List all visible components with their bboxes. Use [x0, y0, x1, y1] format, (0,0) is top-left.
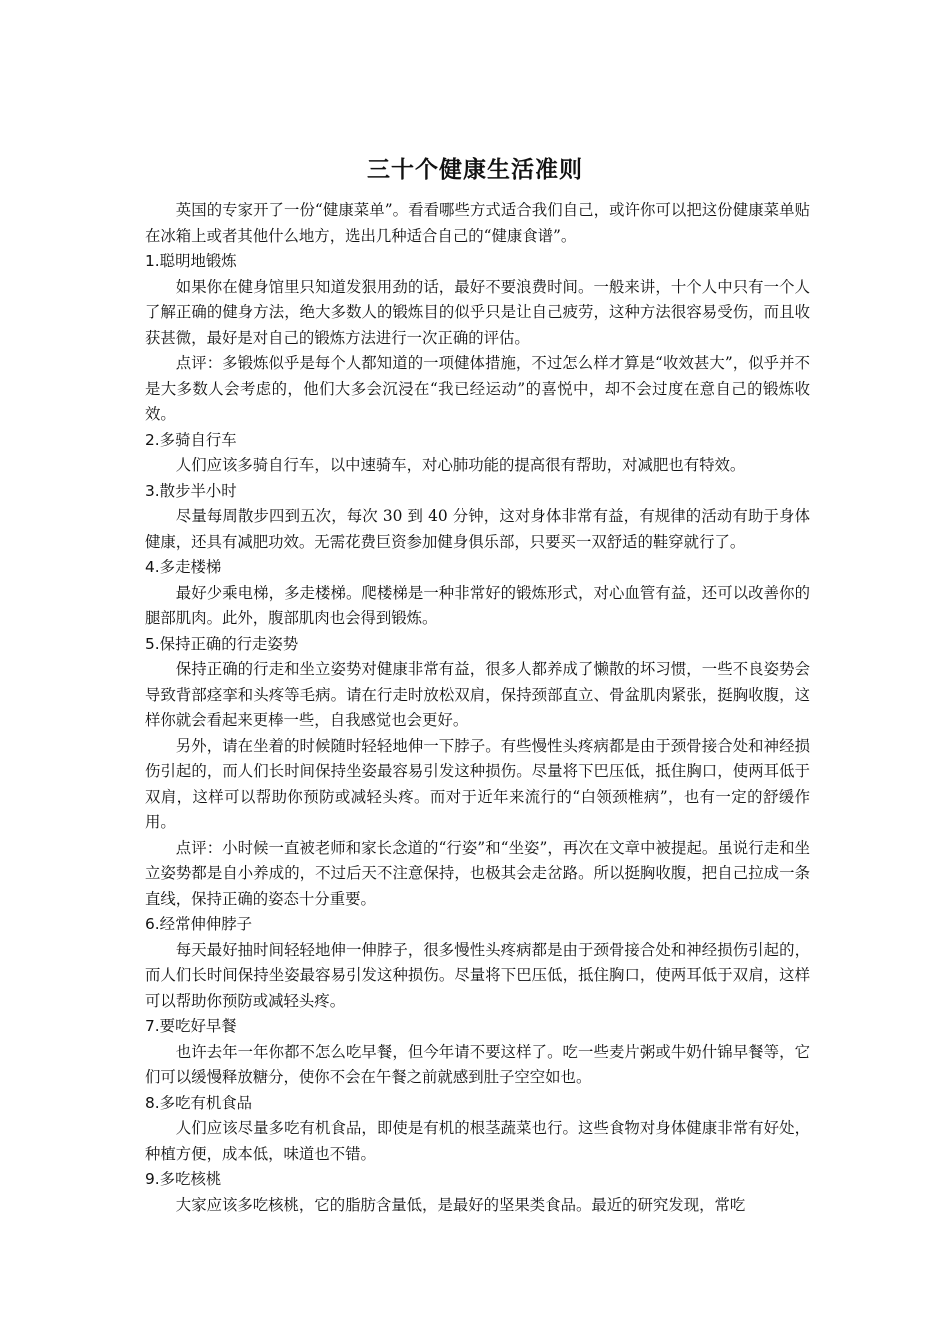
body-paragraph: 尽量每周散步四到五次，每次 30 到 40 分钟，这对身体非常有益，有规律的活动有助于身体健康，还具有减肥功效。无需花费巨资参加健身俱乐部，只要买一双舒适的鞋穿就行了。 [145, 507, 810, 551]
section-heading: 9.多吃核桃 [145, 1170, 222, 1188]
body-paragraph: 保持正确的行走和坐立姿势对健康非常有益，很多人都养成了懒散的坏习惯，一些不良姿势会导致背部痉挛和头疼等毛病。请在行走时放松双肩，保持颈部直立、骨盆肌肉紧张，挺胸收腹，这样你就会看起来更棒一些，自我感觉也会更好。 [145, 660, 810, 729]
body-paragraph: 如果你在健身馆里只知道发狠用劲的话，最好不要浪费时间。一般来讲，十个人中只有一个人了解正确的健身方法，绝大多数人的锻炼目的似乎只是让自己疲劳，这种方法很容易受伤，而且收获甚微，最好是对自己的锻炼方法进行一次正确的评估。 [145, 277, 810, 347]
section-heading: 4.多走楼梯 [145, 558, 222, 576]
section-heading: 7.要吃好早餐 [145, 1017, 237, 1035]
comment-paragraph: 点评：多锻炼似乎是每个人都知道的一项健体措施，不过怎么样才算是“收效甚大”，似乎并不是大多数人会考虑的，他们大多会沉浸在“我已经运动”的喜悦中，却不会过度在意自己的锻炼收效。 [145, 354, 810, 423]
section-heading: 2.多骑自行车 [145, 430, 237, 449]
section-heading: 8.多吃有机食品 [145, 1093, 253, 1112]
body-paragraph: 大家应该多吃核桃，它的脂肪含量低，是最好的坚果类食品。最近的研究发现，常吃 [175, 1195, 746, 1214]
section-heading: 5.保持正确的行走姿势 [145, 634, 299, 653]
section-heading: 6.经常伸伸脖子 [145, 915, 253, 933]
body-paragraph: 另外，请在坐着的时候随时轻轻地伸一下脖子。有些慢性头疼病都是由于颈骨接合处和神经损伤引起的，而人们长时间保持坐姿最容易引发这种损伤。尽量将下巴压低，抵住胸口，使两耳低于双肩，这样可以帮助你预防或减轻头疼。而对于近年来流行的“白领颈椎病”，也有一定的舒缓作用。 [145, 736, 810, 831]
document-body [145, 198, 810, 1218]
body-paragraph: 最好少乘电梯，多走楼梯。爬楼梯是一种非常好的锻炼形式，对心血管有益，还可以改善你的腿部肌肉。此外，腹部肌肉也会得到锻炼。 [145, 583, 810, 627]
intro-paragraph: 英国的专家开了一份“健康菜单”。看看哪些方式适合我们自己，或许你可以把这份健康菜单贴在冰箱上或者其他什么地方，选出几种适合自己的“健康食谱”。 [145, 201, 810, 245]
body-paragraph: 人们应该尽量多吃有机食品，即使是有机的根茎蔬菜也行。这些食物对身体健康非常有好处，种植方便，成本低，味道也不错。 [145, 1119, 810, 1163]
section-heading: 1.聪明地锻炼 [145, 252, 237, 270]
document-title: 三十个健康生活准则 [367, 157, 583, 183]
body-paragraph: 每天最好抽时间轻轻地伸一伸脖子，很多慢性头疼病都是由于颈骨接合处和神经损伤引起的，而人们长时间保持坐姿最容易引发这种损伤。尽量将下巴压低，抵住胸口，使两耳低于双肩，这样可以帮助你预防或减轻头疼。 [145, 940, 810, 1010]
comment-paragraph: 点评：小时候一直被老师和家长念道的“行姿”和“坐姿”，再次在文章中被提起。虽说行走和坐立姿势都是自小养成的，不过后天不注意保持，也极其会走岔路。所以挺胸收腹，把自己拉成一条直线，保持正确的姿态十分重要。 [145, 838, 810, 908]
body-paragraph: 也许去年一年你都不怎么吃早餐，但今年请不要这样了。吃一些麦片粥或牛奶什锦早餐等，它们可以缓慢释放糖分，使你不会在午餐之前就感到肚子空空如也。 [145, 1042, 810, 1086]
body-paragraph: 人们应该多骑自行车，以中速骑车，对心肺功能的提高很有帮助，对减肥也有特效。 [175, 456, 746, 474]
section-heading: 3.散步半小时 [145, 481, 237, 500]
